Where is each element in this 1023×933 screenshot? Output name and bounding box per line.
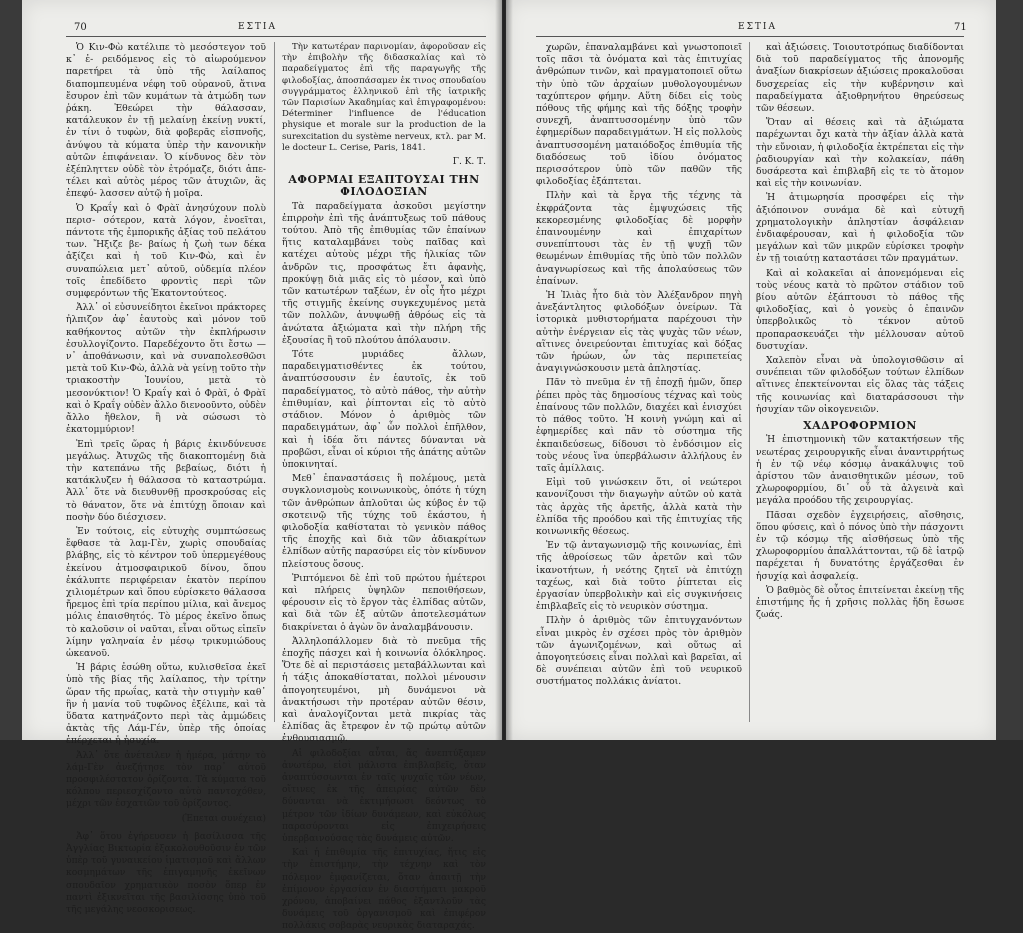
paragraph: Καὶ ἡ ἐπιθυμία τῆς ἐπιτυχίας, ἥτις εἰς τὴν ἐπιστήμην, τὴν τέχνην καὶ τὸν πόλεμον ἐμφανίζεται, ὅταν ἀπαιτῇ τὴν ἐπίμονον ἐργασίαν ἐν διαστήματι μακροῦ χρόνου, ἀποβαίνει πάθος ἐξαντλοῦν τὰς δυνάμεις τοῦ ὀργανισμοῦ καὶ ἐπιφέρον πολλάκις σοβαρὰς νευρικὰς διαταραχάς. xyxy=(282,847,486,932)
paragraph: Χαλεπὸν εἶναι νὰ ὑπολογισθῶσιν αἱ συνέπειαι τῶν φιλοδόξων τούτων ἐλπίδων αἵτινες ἐπεκτείνονται εἰς ὅλας τὰς τάξεις τῆς κοινωνίας καὶ διαταράσσουσι τὴν ἡσυχίαν τῶν οἰκογενειῶν. xyxy=(756,355,964,415)
paragraph: Ἀλλ᾿ ὅτε ἀνέτειλεν ἡ ἡμέρα, μάτην τὸ λάμ-Γὲν ἀνεζήτησε τὸν παρ᾿ αὐτοῦ προσφιλέστατον ὁρίζοντα. Τὰ κύματα τοῦ κόλπου περιεσχίζοντο αὐτὸ παντοχόθεν, μέχρι τῶν ἐσχατιῶν τοῦ ὁρίζοντος. xyxy=(66,749,266,810)
paragraph: Αἱ φιλοδοξίαι αὗται, ἅς ἀνεπτύξαμεν ἀνωτέρω, εἰσὶ μάλιστα ἐπιβλαβεῖς, ὅταν ἀναπτύσσωνται ἐν ταῖς ψυχαῖς τῶν νέων, οἵτινες ἐκ τῆς ἀπειρίας αὐτῶν δὲν δύνανται νὰ ἐκτιμήσωσι δεόντως τὸ μέτρον τῶν ἰδίων δυνάμεων, καὶ εὐκόλως παρασύρονται εἰς ἐπιχειρήσεις ὑπερβαινούσας τὰς δυνάμεις αὐτῶν. xyxy=(282,747,486,844)
book-gutter xyxy=(495,0,513,740)
author-signature: Γ. Κ. Τ. xyxy=(452,157,486,168)
paragraph: Ὁ Κραΐγ καὶ ὁ Φρὰϊ ἀνησύχουν πολὺ περισ- σότερον, κατὰ λόγον, ἐνοεῖται, πάντοτε τῆς ἐμπορικῆς ἀξίας τοῦ πελάτου των. Ἤξιζε βε- βαίως ἡ ζωὴ των δέκα ἀξίζει καὶ ἡ τοῦ Κιν-Φὼ, καὶ ἐν συναπώλεια μετ᾿ αὐτοῦ, οὐδεμία πλέον τοῖς ἐπεδίδετο φροντὶς περὶ τῶν συμφερόντων τῆς Ἑκατοντούτεος. xyxy=(66,202,266,300)
article-heading: ΑΦΟΡΜΑΙ ΕΞΑΠΤΟΥΣΑΙ ΤΗΝ ΦΙΛΟΔΟΞΙΑΝ xyxy=(288,173,480,199)
paragraph: χωρῶν, ἐπαναλαμβάνει καὶ γνωστοποιεῖ τοῖς πᾶσι τὰ ὀνόματα καὶ τὰς ἐπιτυχίας ἀνθρώπων τινῶν, καὶ πραγματοποιεῖ οὕτω τὴν ὑπὸ τῶν ἀρχαίων μυθολογουμένων ταχύπτερον φήμην. Αὕτη δίδει εἰς τοὺς πόθους τῆς φήμης καὶ τῆς δόξης τροφὴν συνεχῆ, ἀναπτυσσομένην ὑπὸ τῶν ἐφημερίδων παραδειγμάτων. Ἡ εἰς πολλοὺς ἀναπτυσσομένη ματαιόδοξος ἐπιθυμία τῆς διαδόσεως τοῦ ἰδίου ὀνόματος περισσότερον ὑπὸ τῶν παθῶν τῆς φιλοδοξίας ἐξάπτεται. xyxy=(536,42,742,188)
paragraph: Πλὴν καὶ τὰ ἔργα τῆς τέχνης τὰ ἐκφράζοντα τὰς ἐμψυχώσεις τῆς κεκορεσμένης φιλοδοξίας δὲ μορφὴν ἐπαινουμένην καὶ ἐπιχαρίτων συνεπίπτουσι τὰς ἐν τῇ ψυχῇ τῶν θεωμένων ἐπιθυμίας τῆς ὑπὸ τῶν πολλῶν ἀναγνωρίσεως καὶ τῆς ἀπολαύσεως τῶν ἐπαίνων. xyxy=(536,190,742,287)
intro-note: Τὴν κατωτέραν παρινομίαν, ἀφοροῦσαν εἰς τὴν ἐπιβολὴν τῆς διδασκαλίας καὶ τὸ παραδείγματος ἐπὶ τῆς παραγωγῆς τῆς φιλοδοξίας, ἀποσπάσαμεν ἐκ τινος σπουδαίου συγγράμματος ἐλληνικοῦ ἐπὶ τῆς ἰατρικῆς τῶν Παρισίων Ἀκαδημίας καὶ ἐπιγραφομένου: Déterminer l'influence de l'éducation physique et morale sur la production de la surexcitation du système nerveux, κτλ. par M. le docteur L. Cerise, Paris, 1841. xyxy=(282,42,486,153)
paragraph: καὶ ἀξιώσεις. Τοιουτοτρόπως διαδίδονται διὰ τοῦ παραδείγματος τῆς ἀπονομῆς ἀναξίων διακρίσεων ἀξιώσεις προκαλοῦσαι δυσχερείας εἰς τὴν κυβέρνησιν καὶ παραδείγματα ἀξιοθρηνήτου θηρεύσεως τῶν θέσεων. xyxy=(756,42,964,115)
paragraph: Ἡ Ἰλιὰς ἦτο διὰ τὸν Ἀλέξανδρον πηγὴ ἀνεξάντλητος φιλοδόξων ὀνείρων. Τὰ ἱστορικὰ μυθιστορήματα παρέχουσι τὴν αὐτὴν ἐνέργειαν εἰς τὰς ψυχὰς τῶν νέων, αἵτινες ὀνειρεύονται ἐπιτυχίας καὶ δόξας τῶν ἡρώων, ὧν τὰς περιπετείας ἀναγιγνώσκουσιν μετὰ ἀπληστίας. xyxy=(536,290,742,375)
page-number: 70 xyxy=(74,22,87,33)
right-page xyxy=(506,0,996,740)
column-divider xyxy=(749,42,750,722)
header-rule xyxy=(536,36,964,37)
left-column-1 xyxy=(66,42,266,916)
paragraph: Ἐπὶ τρεῖς ὥρας ἡ βάρις ἐκινδύνευσε μεγάλως. Ἀτυχῶς τῆς διακοπτομένῃ διὰ τὴν κατεπάνω τῆς βεβαίως, διότι ἡ κατάκλυζεν ἡ θάλασσα τὸ καταστρώμα. Ἀλλ᾿ ὅτε νὰ διευθυνθῇ προσκρούσας εἰς τὸ θάνατον, ὅτε νὰ ἐπιτύχῃ ὅποιαν καὶ ποσὴν δύο διέσχισεν. xyxy=(66,438,266,523)
paragraph: Ἀλληλοπάλλομεν διὰ τὸ πνεῦμα τῆς ἐποχῆς πάσχει καὶ ἡ κοινωνία ὁλόκληρος. Ὅτε δὲ αἱ περιστάσεις μεταβάλλωνται καὶ ἡ τάξις ἀποκαθίσταται, πολλοὶ μένουσιν ἀπογοητευμένοι, μὴ δυνάμενοι νὰ ἀνακτήσωσι τὴν προτέραν αὐτῶν θέσιν, καὶ ἀναλογίζονται μετὰ πικρίας τὰς ἐλπίδας ἃς ἔτρεφον ἐν τῷ πρώτῳ αὐτῶν ἐνθουσιασμῷ. xyxy=(282,635,486,745)
paragraph: Τὰ παραδείγματα ἀσκοῦσι μεγίστην ἐπιρροὴν ἐπὶ τῆς ἀνάπτυξεως τοῦ πάθους τούτου. Ἀπὸ τῆς ἐπιθυμίας τῶν ἐπαίνων ἥτις καταλαμβάνει τοὺς παῖδας καὶ κατέχει αὐτοὺς μέχρι τῆς ἡλικίας τῶν ἀνδρῶν τις, προσφάτως ἔτι ἀφανὴς, προκύψῃ διὰ μιᾶς εἰς τὸ μέσον, καὶ ὑπὸ τῶν κατωτέρων ταξέων, ἐν οἷς ἦτο μέχρι τῆς στιγμῆς ἐκείνης συγκεχυμένος μετὰ τῶν πολλῶν, ἀνυψωθῇ ἀθρόως εἰς τὰ ἀνώτατα ἀξιώματα καὶ τὴν πλήρη τῆς ἐξουσίας ἢ τοῦ πλούτου ἀπόλαυσιν. xyxy=(282,200,486,346)
header-rule xyxy=(66,36,486,37)
paragraph: Ὁ Κιν-Φὼ κατέλιπε τὸ μεσόστεγον τοῦ κ᾿ ἐ- ρειδόμενος εἰς τὸ αἰωρούμενον παρετήρει τὰ ὑπὸ τῆς λαίλαπος διαπομπευμένα νέφη τοῦ οὐρανοῦ, ἅτινα ἔσυρον ἐπὶ τῶν κυμάτων τὰ ἀτμώδη των ῥάκη. Ἐθεώρει τὴν θάλασσαν, κατάλευκον ἐν τῇ μελαίνῃ ἐκείνῃ νυκτί, ἐν τίνι ὁ τυφὼν, διὰ φοβερᾶς εἰσπνοῆς, ἀνύψου τὰ κύματα ὑπὲρ τὴν κανονικὴν αὐτῶν ἐπιφάνειαν. Ὁ κίνδυνος δὲν τὸν ἐξέπληττεν οὐδὲ τὸν ἐτρόμαζε, διότι ἀπε- τέλει καὶ αὐτὸς μέρος τῶν ἀτυχιῶν, ἃς ἐπεφύ- λασσεν αὐτῷ ἡ μοῖρα. xyxy=(66,42,266,200)
paragraph: Ὅταν αἱ θέσεις καὶ τὰ ἀξιώματα παρέχωνται ὄχι κατὰ τὴν ἀξίαν ἀλλὰ κατὰ τὴν εὔνοιαν, ἡ φιλοδοξία ἐκτρέπεται εἰς τὴν ῥαδιουργίαν καὶ τὴν κολακείαν, πάθη δυσάρεστα καὶ ἐπιβλαβῆ εἰς τε τὸ ἄτομον καὶ εἰς τὴν κοινωνίαν. xyxy=(756,117,964,190)
paragraph: Ἀλλ᾿ οἱ εὐσυνείδητοι ἐκεῖνοι πράκτορες ἠλπιζον ἀφ᾿ ἑαυτοὺς καὶ μόνον τοῦ καθήκοντος αὐτῶν τὴν ἐκπλήρωσιν ἐσυλλογίζοντο. Παρεδέχοντο ὅτι ἔστω — ν᾿ ἀποθάνωσιν, καὶ νὰ συναπολεσθῶσι μετὰ τοῦ Κιν-Φὼ, ἀλλὰ νὰ γείνῃ τοῦτο τὴν τριακοστὴν Ἰουνίου, μετὰ τὸ μεσονύκτιον! Ὁ Κραΐγ καὶ ὁ Φρὰϊ, ὁ Φρὰϊ καὶ ὁ Κραΐγ οὐδὲν ἄλλο διενοοῦντο, οὐδὲν ἄλλο ἤθελον, ἢ νὰ σώσωσι τὸ ἐκατομμύριον! xyxy=(66,302,266,436)
page-number: 71 xyxy=(954,22,967,33)
paragraph: Ἀφ᾿ ὅτου ἐγήρευσεν ἡ βασίλισσα τῆς Ἀγγλίας Βικτωρία ἐξακολουθοῦσιν ἐν τῶν ὑπὲρ τοῦ γυναικείου ἱματισμοῦ καὶ ἄλλων κοσμημάτων τῆς ἐπιγαμηνῆς ἐκεῖνων σπουδαῖον χρηματικὸν ποσὸν ὅπερ ἐν παντὶ ἐξικνεῖται τῆς βασιλίσσης ὑπὸ τοῦ τῆς μεγάλης νεοσκορισεως. xyxy=(66,830,266,916)
continuation-note: (Ἐπεται συνέχεια) xyxy=(181,813,266,824)
paragraph: Ἡ βάρις ἐσώθη οὕτω, κυλισθεῖσα ἐκεῖ ὑπὸ τῆς βίας τῆς λαίλαπος, τὴν τρίτην ὥραν τῆς πρωΐας, κατὰ τὴν στιγμὴν καθ᾿ ἣν ἡ μανία τοῦ τυφῶνος ἐξέλιπε, καὶ τὰ ὕδατα κατηνάζοντο περὶ τὰς ἀμμώδεις ἀκτὰς τῆς Λάμ-Γέν, ὑπὲρ τῆς ὁποίας ἐπέρχεται ἡ ἡσυχία. xyxy=(66,662,266,747)
paragraph: Ἐν τούτοις, εἰς εὐτυχὴς συμπτώσεως ἔφθασε τὰ λαμ-Γὲν, χωρὶς σπουδαίας βλάβης, εἰς τὸ κέντρον τοῦ ὑπερμεγέθους ἐκείνου ἀτμοσφαιρικοῦ δίνου, ὅπου ἐκάλυπτε περιφέρειαν ἑκατὸν περίπου χιλιομέτρων καὶ ὅπου εὑρίσκετο θάλασσα ἤρεμος ἐπὶ τρία περίπου μίλια, καὶ ἄνεμος μόλις ἐπαισθητός. Τὸ μέρος ἐκεῖνο ὅπως τὸ καλοῦσιν οἱ ναῦται, εἶναι οὕτως εἰπεῖν λίμην γαληναία ἐν μέσῳ τρικυμιώδους ὠκεανοῦ. xyxy=(66,525,266,659)
paragraph: Πᾶσαι σχεδὸν ἐγχειρήσεις, αἴσθησις, ὅπου φύσεις, καὶ ὁ πόνος ὑπὸ τὴν πάσχοντι ἐν τῷ κόσμῳ τῆς αἰσθήσεως ὑπὸ τῆς χλωροφορμίου ἀπαλλάττονται, τῷ δὲ ἰατρῷ παρέχεται ἡ δυνατότης ἐργάζεσθαι ἐν ἡσυχίᾳ καὶ ἀσφαλείᾳ. xyxy=(756,509,964,582)
paragraph: Πᾶν τὸ πνεῦμα ἐν τῇ ἐποχῇ ἡμῶν, ὅπερ ῥέπει πρὸς τὰς δημοσίους τέχνας καὶ τοὺς ἐπαίνους τῶν πολλῶν, διαχέει καὶ ἐνισχύει τὸ πάθος τοῦτο. Ἡ κοινὴ γνώμη καὶ αἱ ἐφημερίδες καὶ πᾶν τὸ σύστημα τῆς ἐκπαιδεύσεως, δίδουσι τὸ ἐνδόσιμον εἰς τοὺς νέους ἵνα ὑπερβάλωσιν ἀλλήλους ἐν ταῖς ἀμίλλαις. xyxy=(536,377,742,474)
paragraph: Καὶ αἱ κολακεῖαι αἱ ἀπονεμόμεναι εἰς τοὺς νέους κατὰ τὸ πρῶτον στάδιον τοῦ βίου αὐτῶν ἐξάπτουσι τὸ πάθος τῆς φιλοδοξίας, καὶ ὁ γονεὺς ὁ ἐπαινῶν ὑπερβολικῶς τὸ τέκνον αὐτοῦ προπαρασκευάζει τὴν μέλλουσαν αὐτοῦ δυστυχίαν. xyxy=(756,267,964,352)
right-column-1 xyxy=(536,42,742,722)
right-column-2 xyxy=(756,42,964,722)
paragraph: Πλὴν ὁ ἀριθμὸς τῶν ἐπιτυγχανόντων εἶναι μικρὸς ἐν σχέσει πρὸς τὸν ἀριθμὸν τῶν ἀγωνιζομένων, καὶ οὕτως αἱ ἀπογοητεύσεις εἶναι πολλαὶ καὶ βαρεῖαι, αἱ δὲ συνέπειαι αὐτῶν ἐπὶ τοῦ νευρικοῦ συστήματος πολλάκις ἀνίατοι. xyxy=(536,615,742,688)
column-divider xyxy=(274,42,275,722)
paragraph: Ἡ ἐπιστημονικὴ τῶν κατακτήσεων τῆς νεωτέρας χειρουργικῆς εἶναι ἀναντιρρήτως ἡ ἐν τῷ νέῳ κόσμῳ ἀνακάλυψις τοῦ ἀρίστου τῶν ἀναισθητικῶν μέσων, τοῦ χλωροφορμίου, δι᾿ οὗ τὰ ἀλγεινὰ καὶ μεγάλα προόδου τῆς χειρουργίας. xyxy=(756,434,964,507)
article-heading: ΧΑΔΡΟΦΟΡΜΙΟΝ xyxy=(803,419,917,433)
left-column-2 xyxy=(282,42,486,932)
paragraph: Μεθ᾿ ἐπαναστάσεις ἢ πολέμους, μετὰ συγκλονισμοὺς κοινωνικοὺς, ὁπότε ἡ τύχη τῶν ἀνθρώπων ἀπλοῦται ὡς κύβος ἐν τῷ σκοτεινῷ τῆς τύχης τοῦ ἑκάστου, ἡ φιλοδοξία καθίσταται τὸ γενικὸν πάθος τῆς ἐποχῆς καὶ διὰ τῶν ἀδιακρίτων ἐλπίδων αὐτῆς παρασύρει εἰς τὸν κίνδυνον πλείστους ὅσους. xyxy=(282,473,486,570)
paragraph: Ἡ ἀτιμωρησία προσφέρει εἰς τὴν ἀξιόποινον συνάμα δὲ καὶ εὐτυχῆ χρηματολογικὴν ἀπληστίαν ἀσφάλειαν ἐνδιαφέρουσαν, καὶ ἡ φιλοδοξία τῶν μεγάλων καὶ τῶν μικρῶν εὑρίσκει τροφὴν ἐν τῇ τοιαύτῃ καταστάσει τῶν πραγμάτων. xyxy=(756,192,964,265)
paragraph: Ἐν τῷ ἀνταγωνισμῷ τῆς κοινωνίας, ἐπὶ τῆς ἀθροίσεως τῶν ἀρετῶν καὶ τῶν ἰκανοτήτων, ἡ νεότης ζητεῖ νὰ ἐπιτύχῃ ταχέως, καὶ διὰ τοῦτο ῥίπτεται εἰς ἐργασίαν ὑπερβολικὴν καὶ εἰς συγκινήσεις ἐπιβλαβεῖς εἰς τὸ νευρικὸν σύστημα. xyxy=(536,540,742,613)
running-head: ΕΣΤΙΑ xyxy=(738,22,777,32)
paragraph: Εἰμὶ τοῦ γινώσκειν ὅτι, οἱ νεώτεροι κανονίζουσι τὴν διαγωγὴν αὐτῶν οὐ κατὰ τὰς ἀρχὰς τῆς ἀρετῆς, ἀλλὰ κατὰ τὴν ἐλπίδα τῆς προόδου καὶ τῆς ἐπιτυχίας τῆς κοινωνικῆς θέσεως. xyxy=(536,477,742,537)
paragraph: Τότε μυριάδες ἄλλων, παραδειγματισθέντες ἐκ τούτου, ἀναπτύσσουσιν ἐν ἑαυτοῖς, ἐκ τοῦ παραδείγματος, τὸ αὐτὸ πάθος, τὴν αὐτὴν ἐπιθυμίαν, καὶ ῥίπτονται εἰς τὸ αὐτὸ στάδιον. Μόνον ὁ ἀριθμὸς τῶν παραδειγμάτων, ἀφ᾿ ὧν πολλοὶ ἐπῆλθον, καὶ ἡ ἰδέα ὅτι πάντες δύνανται νὰ προβῶσι, εἶναι οἱ κύριοι τῆς ἀπάτης αὐτῶν ὑποκινηταί. xyxy=(282,349,486,470)
paragraph: Ῥιπτόμενοι δὲ ἐπὶ τοῦ πρώτου ἡμέτεροι καὶ πλήρεις ὑψηλῶν πεποιθήσεων, φέρουσιν εἰς τὸ ἔργον τὰς ἐλπίδας αὐτῶν, καὶ διὰ τῶν ἐξ αὐτῶν ἀποτελεσμάτων διακρίνεται ὁ ἀγὼν ὃν ἀναλαμβάνουσιν. xyxy=(282,572,486,633)
running-head: ΕΣΤΙΑ xyxy=(238,22,277,32)
paragraph: Ὁ βαθμὸς δὲ οὗτος ἐπιτείνεται ἐκείνῃ τῆς ἐπιστήμης ἧς ἡ χρῆσις πολλὰς ἤδη ἔσωσε ζωάς. xyxy=(756,584,964,621)
left-page xyxy=(22,0,502,932)
